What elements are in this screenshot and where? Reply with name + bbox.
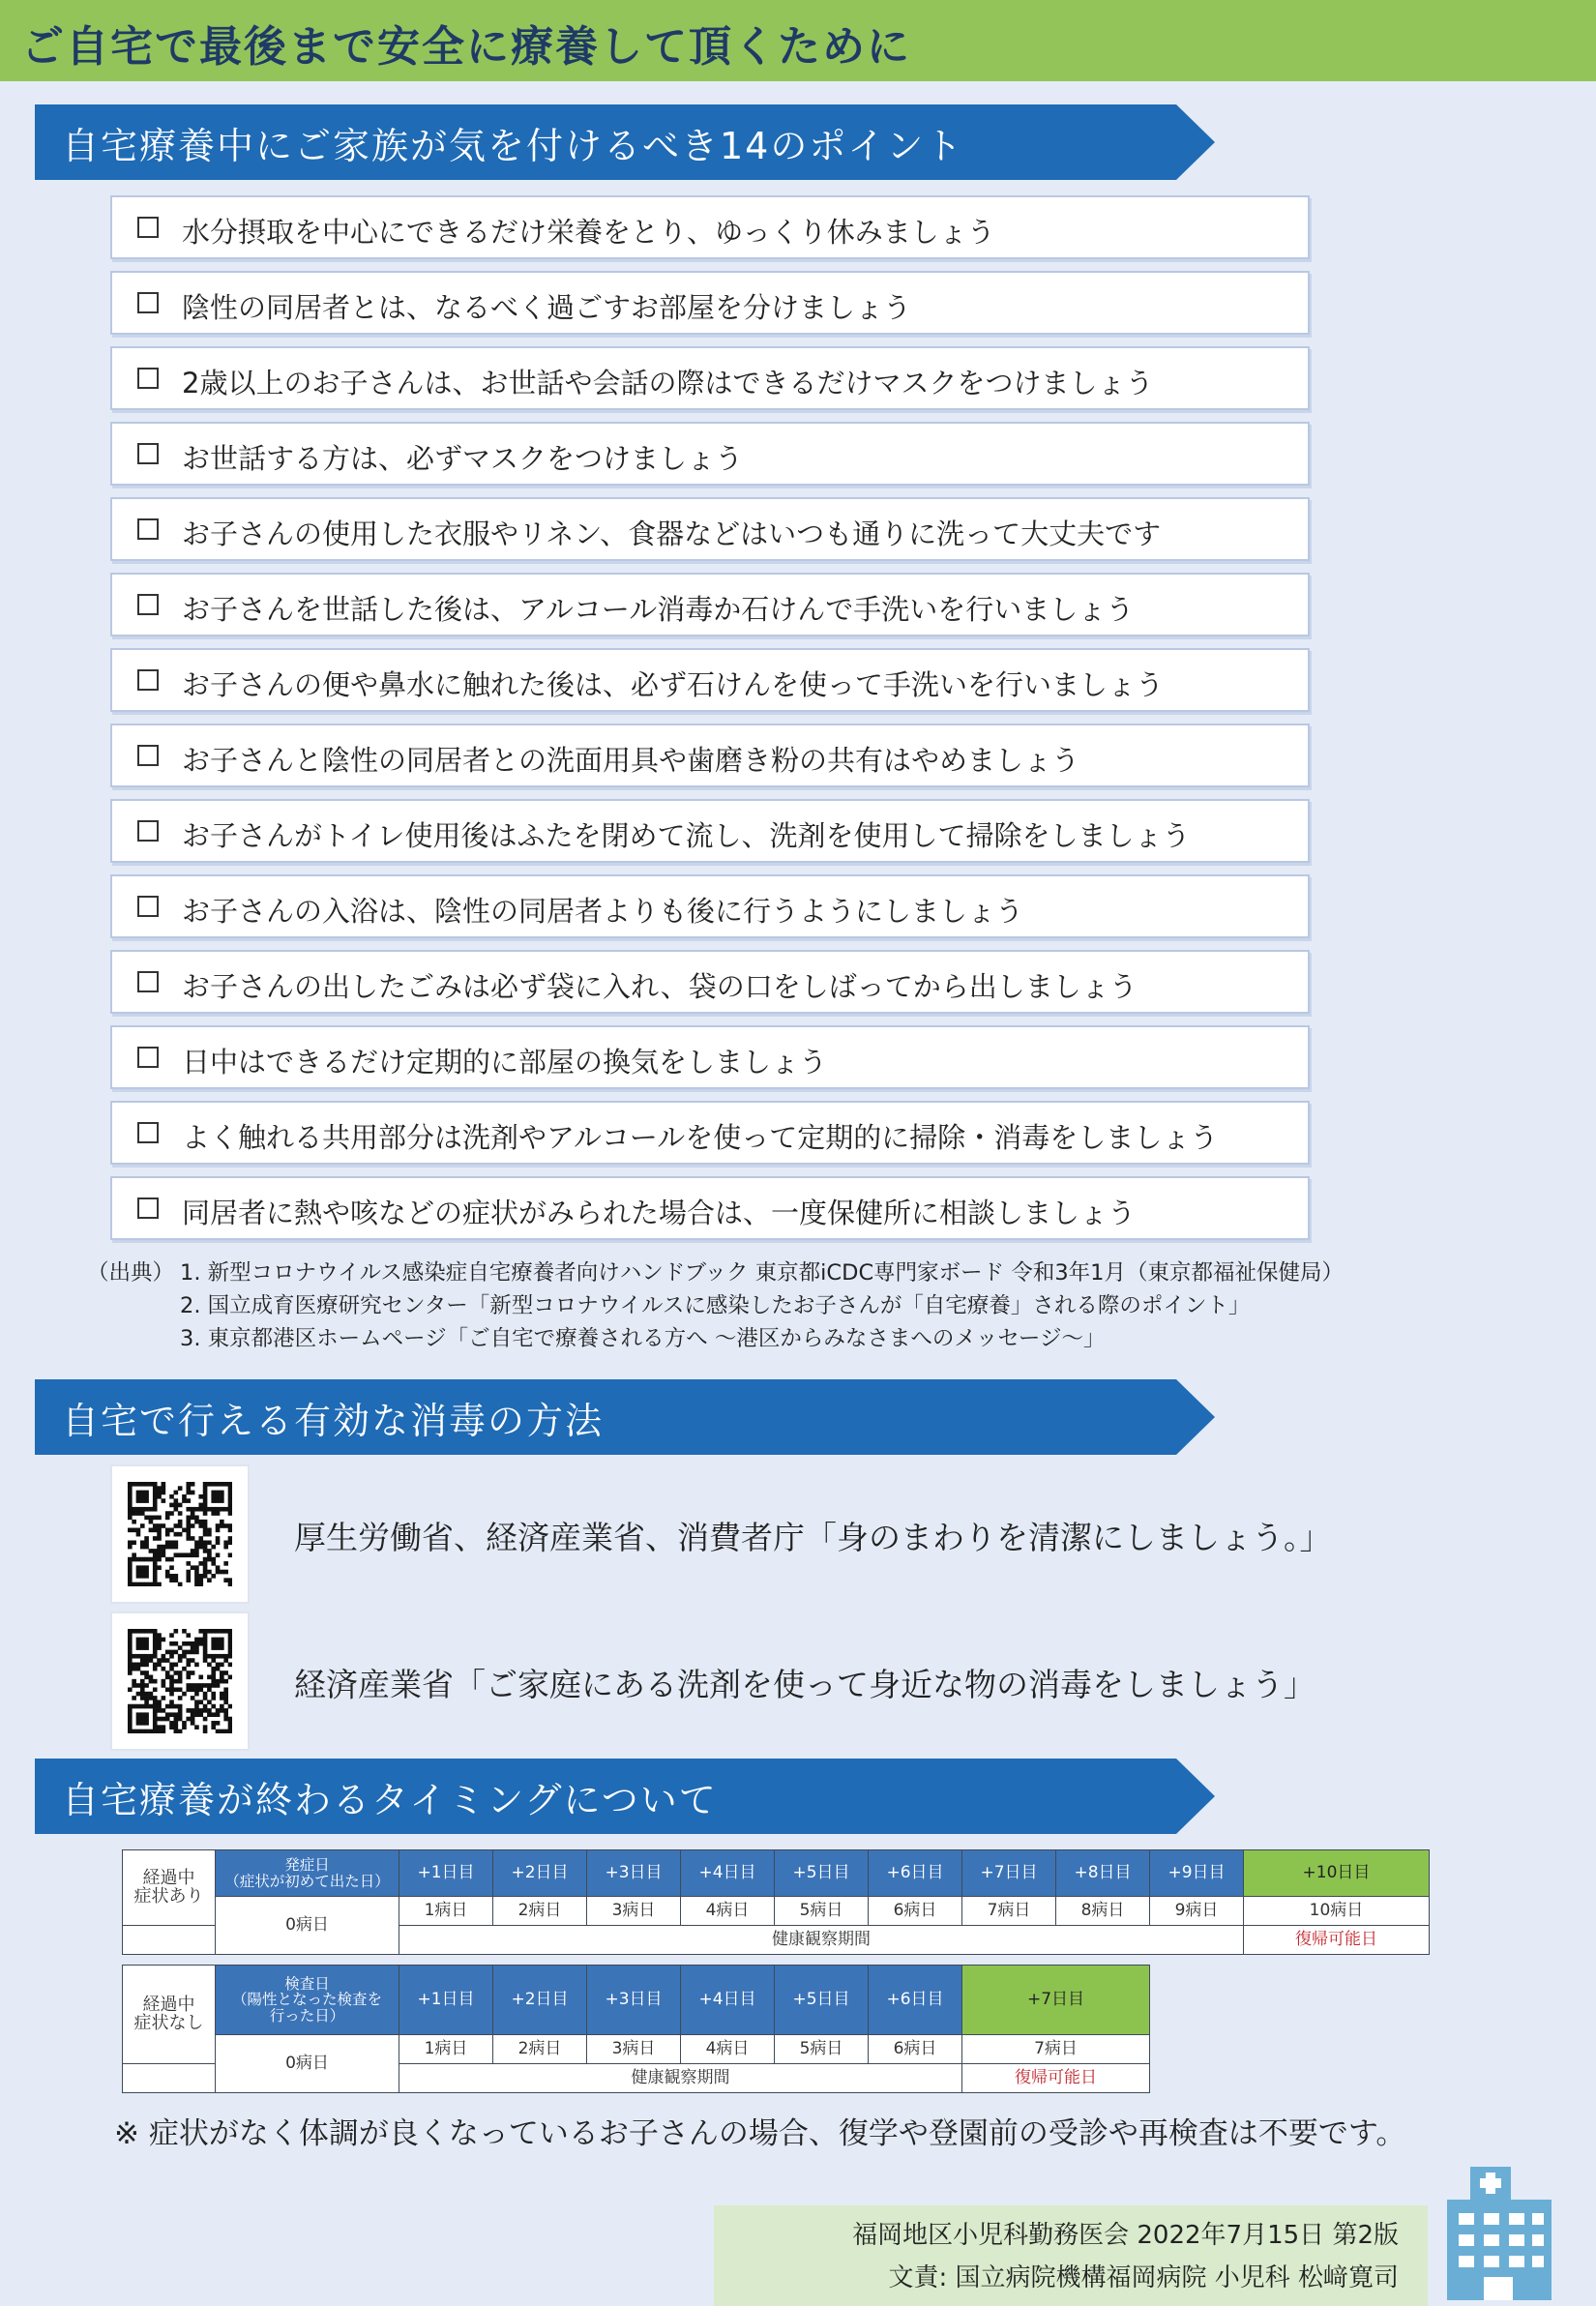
sick-day: 3病日 [587,1897,681,1926]
footer-line-1: 福岡地区小児科勤務医会 2022年7月15日 第2版 [852,2221,1399,2250]
checkbox[interactable] [137,368,159,389]
check-item-text: よく触れる共用部分は洗剤やアルコールを使って定期的に掃除・消毒をしましょう [182,1121,1219,1154]
day-header: +7日目 [962,1850,1056,1897]
check-item-text: お子さんがトイレ使用後はふたを閉めて流し、洗剤を使用して掃除をしましょう [182,819,1191,852]
top-banner [0,0,1596,81]
check-item-text: 同居者に熱や咳などの症状がみられた場合は、一度保健所に相談しましょう [182,1197,1137,1229]
section-title-checklist: 自宅療養中にご家族が気を付けるべき14のポイント [62,125,964,167]
check-item-text: お子さんと陰性の同居者との洗面用具や歯磨き粉の共有はやめましょう [182,744,1080,777]
checkbox[interactable] [137,518,159,540]
note-text: ※ 症状がなく体調が良くなっているお子さんの場合、復学や登園前の受診や再検査は不要です。 [114,2116,1406,2151]
sick-day: 1病日 [399,1897,493,1926]
day-header-return: +7日目 [962,1966,1150,2035]
section-header-timing [35,1759,1215,1834]
sick-day: 3病日 [587,2035,681,2064]
check-item[interactable] [110,573,1310,636]
check-item[interactable] [110,1176,1310,1240]
return-day: 復帰可能日 [962,2064,1150,2093]
check-item[interactable] [110,195,1310,259]
check-item-text: お子さんの便や鼻水に触れた後は、必ず石けんを使って手洗いを行いましょう [182,668,1165,701]
footer [714,2205,1428,2306]
sick-day: 8病日 [1056,1897,1150,1926]
checkbox[interactable] [137,217,159,238]
section-header-disinfection [35,1379,1215,1455]
check-item[interactable] [110,724,1310,787]
check-item[interactable] [110,950,1310,1014]
disinfection-link-text: 経済産業省「ご家庭にある洗剤を使って身近な物の消毒をしましょう」 [294,1666,1315,1703]
check-item-text: 陰性の同居者とは、なるべく過ごすお部屋を分けましょう [182,291,912,324]
source-item: 3. 東京都港区ホームページ「ご自宅で療養される方へ ～港区からみなさまへのメッセージ～」 [180,1326,1106,1351]
sick-day: 7病日 [962,2035,1150,2064]
check-item[interactable] [110,799,1310,863]
sick-day: 7病日 [962,1897,1056,1926]
day-header: +8日目 [1056,1850,1150,1897]
check-item-text: お子さんの使用した衣服やリネン、食器などはいつも通りに洗って大丈夫です [182,517,1162,550]
timeline-table-symptomatic [122,1849,1430,1955]
sick-day: 2病日 [493,1897,587,1926]
day-header: +3日目 [587,1850,681,1897]
sick-day: 2病日 [493,2035,587,2064]
qr-code-icon[interactable] [112,1466,248,1602]
spacer-cell [123,2064,216,2093]
checkbox[interactable] [137,1122,159,1143]
check-item[interactable] [110,346,1310,410]
observation-period: 健康観察期間 [399,1926,1244,1955]
check-item-text: 日中はできるだけ定期的に部屋の換気をしましょう [182,1046,828,1079]
check-item[interactable] [110,422,1310,486]
check-item-text: お子さんを世話した後は、アルコール消毒か石けんで手洗いを行いましょう [182,593,1135,626]
footer-line-2: 文責: 国立病院機構福岡病院 小児科 松﨑寛司 [888,2263,1399,2292]
checkbox[interactable] [137,669,159,691]
qr-code-icon[interactable] [112,1613,248,1749]
section-title-timing: 自宅療養が終わるタイミングについて [62,1779,718,1821]
sick-day: 10病日 [1244,1897,1430,1926]
check-item[interactable] [110,1101,1310,1165]
day-header: +4日目 [681,1966,775,2035]
check-item[interactable] [110,497,1310,561]
day-header: +1日目 [399,1966,493,2035]
timeline-row-label: 経過中 症状あり [123,1850,216,1926]
check-item-text: お世話する方は、必ずマスクをつけましょう [182,442,744,475]
sick-day: 6病日 [869,2035,962,2064]
source-item: 1. 新型コロナウイルス感染症自宅療養者向けハンドブック 東京都iCDC専門家ボード 令和3年1月（東京都福祉保健局） [180,1260,1344,1286]
section-title-disinfection: 自宅で行える有効な消毒の方法 [62,1400,605,1442]
checkbox[interactable] [137,292,159,313]
sick-day: 5病日 [775,2035,869,2064]
day-header: +2日目 [493,1966,587,2035]
hospital-icon [1441,2163,1557,2304]
sick-day: 5病日 [775,1897,869,1926]
qr-pattern [128,1482,232,1586]
check-item-text: 水分摂取を中心にできるだけ栄養をとり、ゆっくり休みましょう [182,216,995,249]
start-day-header: 検査日 （陽性となった検査を 行った日） [216,1966,399,2035]
day-header: +3日目 [587,1966,681,2035]
check-item[interactable] [110,648,1310,712]
day-header: +5日目 [775,1966,869,2035]
checkbox[interactable] [137,443,159,464]
day-header: +5日目 [775,1850,869,1897]
spacer-cell [123,1926,216,1955]
timeline-row-label: 経過中 症状なし [123,1966,216,2064]
sick-day: 1病日 [399,2035,493,2064]
checkbox[interactable] [137,745,159,766]
section-header-checklist [35,104,1215,180]
check-item[interactable] [110,874,1310,938]
sources-label: （出典） [87,1260,175,1286]
day-header: +9日目 [1150,1850,1244,1897]
day-header: +1日目 [399,1850,493,1897]
checkbox[interactable] [137,971,159,992]
sick-day: 9病日 [1150,1897,1244,1926]
return-day: 復帰可能日 [1244,1926,1430,1955]
day-header: +4日目 [681,1850,775,1897]
day-header: +6日目 [869,1966,962,2035]
day-header: +2日目 [493,1850,587,1897]
day-zero: 0病日 [216,2035,399,2093]
observation-period: 健康観察期間 [399,2064,962,2093]
page-title: ご自宅で最後まで安全に療養して頂くために [21,22,911,72]
check-item-text: 2歳以上のお子さんは、お世話や会話の際はできるだけマスクをつけましょう [182,367,1154,399]
sick-day: 4病日 [681,1897,775,1926]
checkbox[interactable] [137,896,159,917]
disinfection-link-text: 厚生労働省、経済産業省、消費者庁「身のまわりを清潔にしましょう。」 [294,1519,1332,1556]
checkbox[interactable] [137,820,159,842]
timeline-table-asymptomatic [122,1965,1150,2093]
checkbox[interactable] [137,1197,159,1219]
sick-day: 4病日 [681,2035,775,2064]
check-item[interactable] [110,271,1310,335]
check-item-text: お子さんの出したごみは必ず袋に入れ、袋の口をしばってから出しましょう [182,970,1138,1003]
sick-day: 6病日 [869,1897,962,1926]
check-item-text: お子さんの入浴は、陰性の同居者よりも後に行うようにしましょう [182,895,1024,928]
checkbox[interactable] [137,594,159,615]
source-item: 2. 国立成育医療研究センター「新型コロナウイルスに感染したお子さんが「自宅療養」される際のポイント」 [180,1293,1251,1318]
qr-pattern [128,1629,232,1733]
start-day-header: 発症日 （症状が初めて出た日） [216,1850,399,1897]
day-header-return: +10日目 [1244,1850,1430,1897]
check-item[interactable] [110,1025,1310,1089]
checkbox[interactable] [137,1047,159,1068]
day-zero: 0病日 [216,1897,399,1955]
day-header: +6日目 [869,1850,962,1897]
